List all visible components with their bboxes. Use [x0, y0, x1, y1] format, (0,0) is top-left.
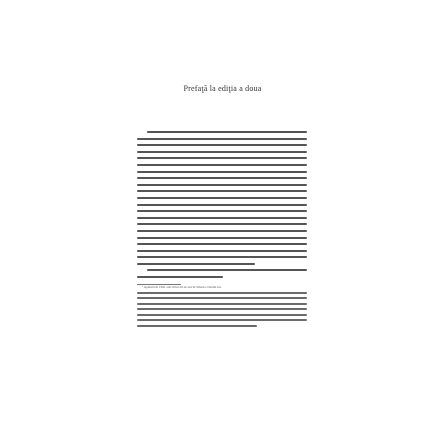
text-line	[137, 151, 307, 153]
text-line	[137, 184, 307, 186]
footnote-text	[137, 292, 307, 330]
text-line	[137, 157, 307, 159]
text-line	[137, 243, 307, 245]
footnote-lead-text: ¹ Apărută în 1991 sub titlul 20 de ani în Siberia. Destin bu-	[142, 285, 222, 289]
text-line	[137, 297, 307, 299]
text-line	[147, 269, 307, 271]
text-line	[137, 314, 307, 316]
text-line	[137, 177, 307, 179]
text-line	[137, 190, 307, 192]
text-line	[137, 325, 257, 327]
text-line	[137, 237, 307, 239]
text-line	[137, 256, 307, 258]
text-line	[137, 138, 307, 140]
text-line	[137, 164, 307, 166]
page-title: Prefaţă la ediţia a doua	[183, 84, 262, 93]
text-line	[147, 131, 307, 133]
text-line	[137, 319, 307, 321]
text-line	[137, 223, 307, 225]
text-line	[137, 210, 307, 212]
text-line	[137, 144, 307, 146]
body-text	[137, 131, 307, 283]
text-line	[137, 303, 307, 305]
text-line	[137, 217, 307, 219]
text-line	[137, 204, 307, 206]
text-line	[137, 230, 307, 232]
text-line	[137, 263, 255, 265]
text-line	[137, 171, 307, 173]
text-line	[137, 292, 307, 294]
text-line	[137, 308, 307, 310]
text-line	[137, 197, 307, 199]
text-line	[137, 250, 307, 252]
text-line	[137, 276, 223, 278]
